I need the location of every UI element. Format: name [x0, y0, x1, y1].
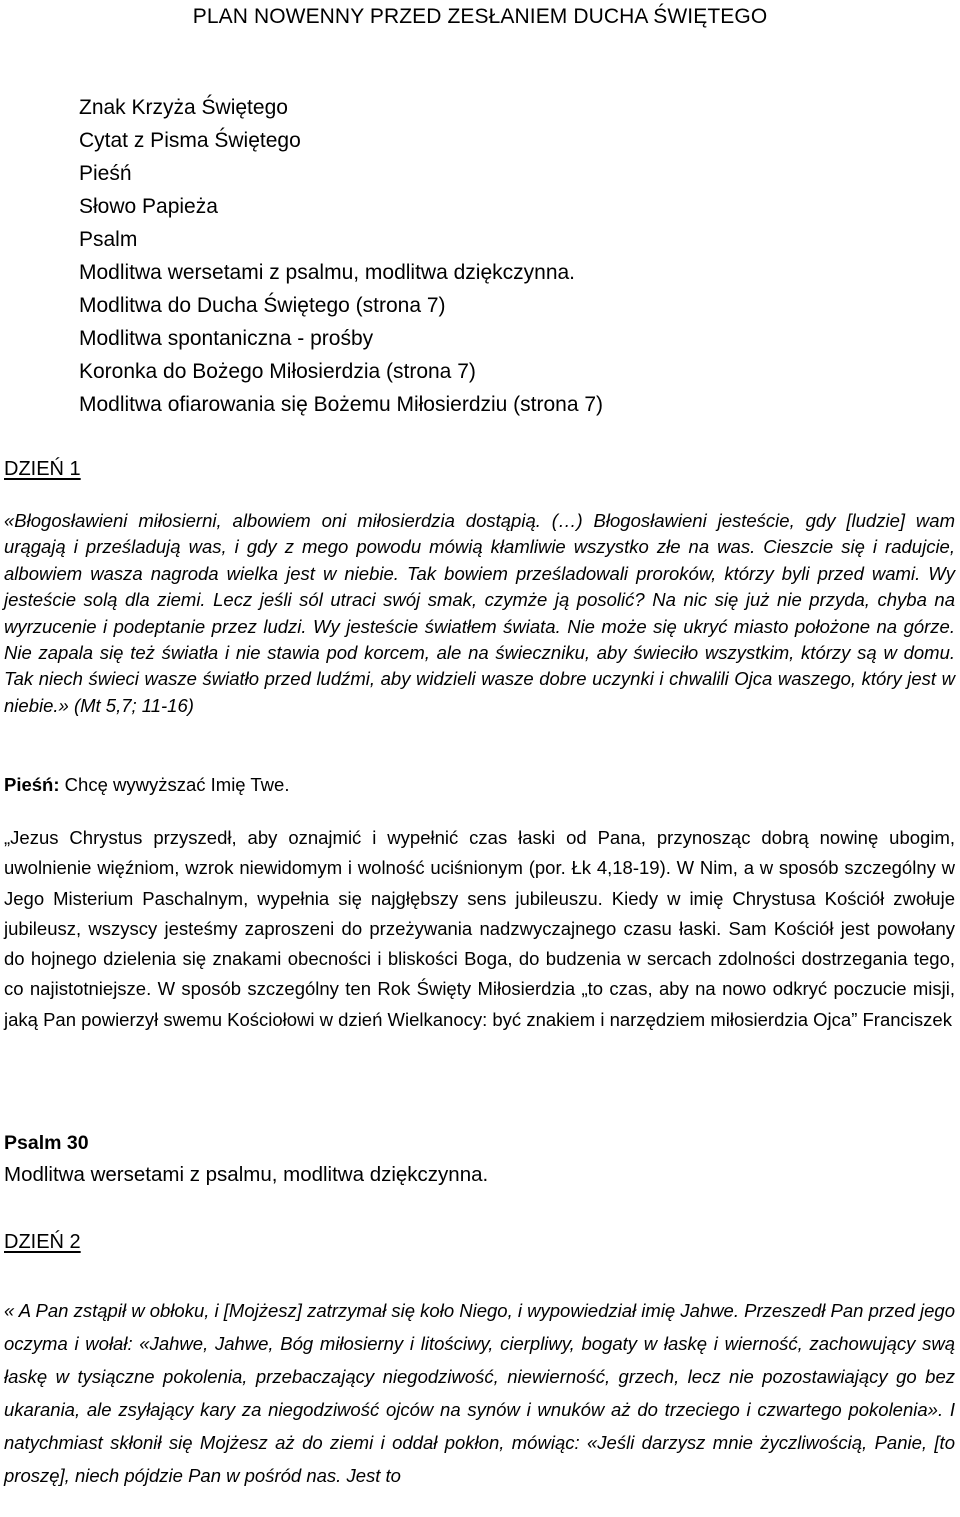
day-1-heading: DZIEŃ 1	[4, 458, 81, 480]
list-item-text: Modlitwa do Ducha Świętego (strona 7)	[79, 294, 446, 317]
list-item-text: Cytat z Pisma Świętego	[79, 129, 301, 152]
day-1-psalm-instruction: Modlitwa wersetami z psalmu, modlitwa dziękczynna.	[4, 1163, 489, 1186]
day-2-scripture-reading: « A Pan zstąpił w obłoku, i [Mojżesz] zatrzymał się koło Niego, i wypowiedział imię Jahwe. Przeszedł Pan przed jego oczyma i wołał: «Jahwe, Jahwe, Bóg miłosierny i litościwy, cierpliwy, bogaty w łaskę i wierność, zachowujący swą łaskę w tysiączne pokolenia, przebaczający niegodziwość, niewierność, grzech, lecz nie pozostawiający go bez ukarania, ale zsyłający kary za niegodziwość ojców na synów i wnuków aż do trzeciego i czwartego pokolenia». I natychmiast skłonił się Mojżesz aż do ziemi i oddał pokłon, mówiąc: «Jeśli darzysz mnie życzliwością, Panie, [to proszę], niech pójdzie Pan w pośród nas. Jest to	[4, 1300, 955, 1486]
day-1-psalm-label: Psalm 30	[4, 1132, 89, 1154]
list-item-text: Modlitwa wersetami z psalmu, modlitwa dziękczynna.	[79, 261, 576, 284]
list-item-text: Pieśń	[79, 162, 132, 185]
song-label: Pieśń:	[4, 774, 60, 795]
list-item-text: Psalm	[79, 228, 138, 251]
scripture-reference: (Mt 5,7; 11-16)	[73, 694, 194, 716]
list-item-text: Koronka do Bożego Miłosierdzia (strona 7)	[79, 360, 476, 383]
list-item-text: Modlitwa ofiarowania się Bożemu Miłosierdziu (strona 7)	[79, 393, 604, 416]
list-item-text: Znak Krzyża Świętego	[79, 96, 288, 119]
list-item-text: Modlitwa spontaniczna - prośby	[79, 327, 374, 350]
day-1-scripture-reading	[4, 508, 955, 719]
song-title: Chcę wywyższać Imię Twe.	[64, 774, 290, 795]
list-item-text: Słowo Papieża	[79, 195, 218, 218]
day-1-pope-words: „Jezus Chrystus przyszedł, aby oznajmić i wypełnić czas łaski od Pana, przynosząc dobrą nowinę ubogim, uwolnienie więźniom, wzrok niewidomym i wolność uciśnionym (por. Łk 4,18-19). W Nim, a w sposób szczególny w Jego Misterium Paschalnym, wypełnia się najgłębszy sens jubileuszu. Kiedy w imię Chrystusa Kościół zwołuje jubileusz, wszyscy jesteśmy zaproszeni do przeżywania nadzwyczajnego czasu łaski. Sam Kościół jest powołany do hojnego dzielenia się znakami obecności i bliskości Boga, do budzenia w sercach zdolności dostrzegania tego, co najistotniejsze. W sposób szczególny ten Rok Święty Miłosierdzia „to czas, aby na nowo odkryć poczucie misji, jaką Pan powierzył swemu Kościołowi w dzień Wielkanocy: być znakiem i narzędziem miłosierdzia Ojca” Franciszek	[4, 827, 955, 1030]
day-2-heading: DZIEŃ 2	[4, 1231, 81, 1253]
day-1-song	[4, 773, 289, 797]
document-title: PLAN NOWENNY PRZED ZESŁANIEM DUCHA ŚWIĘTEGO	[192, 5, 768, 28]
scripture-text: «Błogosławieni miłosierni, albowiem oni miłosierdzia dostąpią. (…) Błogosławieni jesteście, gdy [ludzie] wam urągają i prześladują was, i gdy z mego powodu mówią kłamliwie wszystko złe na was. Cieszcie się i radujcie, albowiem wasza nagroda wielka jest w niebie. Tak bowiem prześladowali proroków, którzy byli przed wami. Wy jesteście solą dla ziemi. Lecz jeśli sól utraci swój smak, czymże ją posolić? Na nic się już nie przyda, chyba na wyrzucenie i podeptanie przez ludzi. Wy jesteście światłem świata. Nie może się ukryć miasto położone na górze. Nie zapala się też światła i nie stawia pod korcem, ale na świeczniku, aby świeciło wszystkim, którzy są w domu. Tak niech świeci wasze światło przed ludźmi, aby widzieli wasze dobre uczynki i chwalili Ojca waszego, który jest w niebie.»	[4, 510, 955, 716]
